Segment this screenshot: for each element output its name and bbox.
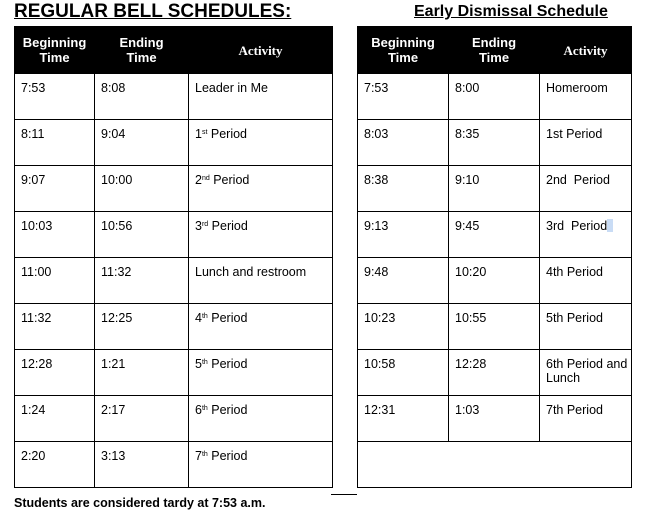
activity-cell: 5th Period xyxy=(189,350,333,396)
begin-time-cell: 10:23 xyxy=(358,304,449,350)
table-row xyxy=(358,304,632,350)
activity-cell: 7th Period xyxy=(540,396,632,442)
early-end-header: Ending Time xyxy=(449,27,540,74)
activity-cell: 6th Period xyxy=(189,396,333,442)
end-time-cell: 11:32 xyxy=(95,258,189,304)
table-row xyxy=(15,304,333,350)
end-time-cell: 8:35 xyxy=(449,120,540,166)
activity-cell: Homeroom xyxy=(540,74,632,120)
begin-time-cell: 1:24 xyxy=(15,396,95,442)
table-row xyxy=(15,258,333,304)
end-time-cell: 10:20 xyxy=(449,258,540,304)
end-time-cell: 10:00 xyxy=(95,166,189,212)
end-time-cell: 2:17 xyxy=(95,396,189,442)
end-time-cell: 10:56 xyxy=(95,212,189,258)
activity-cell: 3rd Period xyxy=(189,212,333,258)
early-dismissal-title: Early Dismissal Schedule xyxy=(414,3,608,20)
table-row xyxy=(15,212,333,258)
activity-cell: Lunch and restroom xyxy=(189,258,333,304)
end-time-cell: 1:03 xyxy=(449,396,540,442)
begin-time-cell: 9:07 xyxy=(15,166,95,212)
table-row xyxy=(358,258,632,304)
activity-cell: 4th Period xyxy=(540,258,632,304)
end-time-cell: 8:08 xyxy=(95,74,189,120)
activity-cell: 5th Period xyxy=(540,304,632,350)
end-time-cell: 12:28 xyxy=(449,350,540,396)
activity-cell: 3rd Period xyxy=(540,212,632,258)
early-schedule-table xyxy=(357,26,632,488)
regular-end-header: Ending Time xyxy=(95,27,189,74)
end-time-cell: 3:13 xyxy=(95,442,189,488)
table-row xyxy=(15,396,333,442)
end-time-cell: 9:04 xyxy=(95,120,189,166)
table-row xyxy=(358,212,632,258)
begin-time-cell: 2:20 xyxy=(15,442,95,488)
activity-cell: 6th Period and Lunch xyxy=(540,350,632,396)
begin-time-cell: 8:11 xyxy=(15,120,95,166)
begin-time-cell: 9:13 xyxy=(358,212,449,258)
begin-time-cell: 11:32 xyxy=(15,304,95,350)
tardy-note: Students are considered tardy at 7:53 a.m. xyxy=(14,496,266,510)
empty-cell xyxy=(358,442,632,488)
early-activity-header: Activity xyxy=(540,27,632,74)
begin-time-cell: 10:58 xyxy=(358,350,449,396)
table-row xyxy=(15,74,333,120)
activity-cell: 2nd Period xyxy=(189,166,333,212)
early-header-row xyxy=(358,27,632,74)
end-time-cell: 12:25 xyxy=(95,304,189,350)
begin-time-cell: 10:03 xyxy=(15,212,95,258)
activity-cell: 7th Period xyxy=(189,442,333,488)
activity-cell: Leader in Me xyxy=(189,74,333,120)
regular-begin-header: Beginning Time xyxy=(15,27,95,74)
end-time-cell: 10:55 xyxy=(449,304,540,350)
table-row xyxy=(15,350,333,396)
page-title: REGULAR BELL SCHEDULES: xyxy=(14,1,292,22)
table-row xyxy=(358,166,632,212)
begin-time-cell: 8:38 xyxy=(358,166,449,212)
table-row xyxy=(358,396,632,442)
regular-schedule-table xyxy=(14,26,333,488)
activity-cell: 1st Period xyxy=(540,120,632,166)
activity-cell: 1st Period xyxy=(189,120,333,166)
table-row xyxy=(15,166,333,212)
begin-time-cell: 9:48 xyxy=(358,258,449,304)
begin-time-cell: 7:53 xyxy=(15,74,95,120)
table-row xyxy=(15,120,333,166)
begin-time-cell: 7:53 xyxy=(358,74,449,120)
early-begin-header: Beginning Time xyxy=(358,27,449,74)
empty-row xyxy=(358,442,632,488)
end-time-cell: 9:45 xyxy=(449,212,540,258)
regular-activity-header: Activity xyxy=(189,27,333,74)
activity-cell: 2nd Period xyxy=(540,166,632,212)
end-time-cell: 8:00 xyxy=(449,74,540,120)
begin-time-cell: 8:03 xyxy=(358,120,449,166)
begin-time-cell: 12:31 xyxy=(358,396,449,442)
table-gap-column xyxy=(331,26,357,495)
begin-time-cell: 12:28 xyxy=(15,350,95,396)
table-row xyxy=(15,442,333,488)
activity-cell: 4th Period xyxy=(189,304,333,350)
table-row xyxy=(358,120,632,166)
table-row xyxy=(358,74,632,120)
begin-time-cell: 11:00 xyxy=(15,258,95,304)
text-cursor-highlight xyxy=(607,219,613,232)
end-time-cell: 9:10 xyxy=(449,166,540,212)
regular-header-row xyxy=(15,27,333,74)
end-time-cell: 1:21 xyxy=(95,350,189,396)
table-row xyxy=(358,350,632,396)
